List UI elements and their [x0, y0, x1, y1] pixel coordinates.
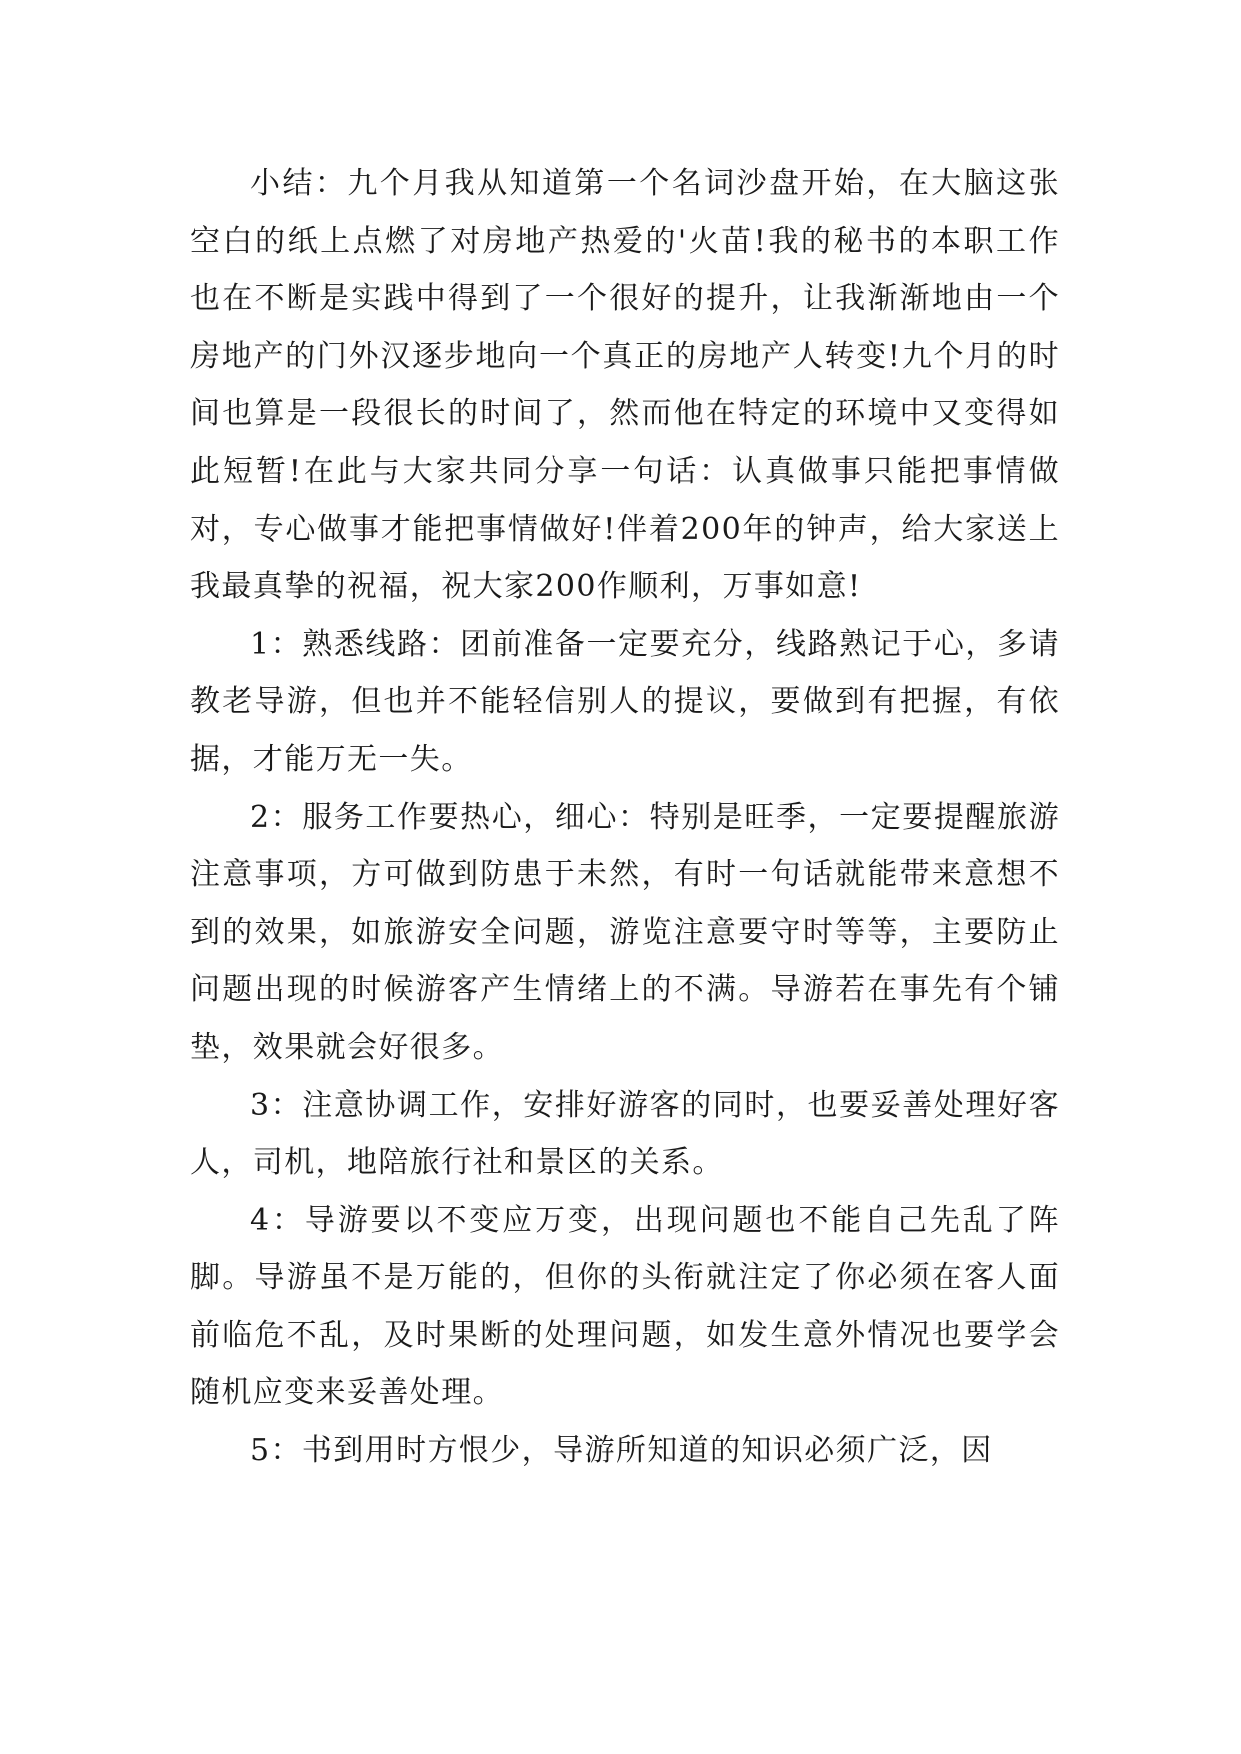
paragraph-point-5: 5：书到用时方恨少，导游所知道的知识必须广泛，因: [250, 1433, 993, 1469]
paragraph-point-3: 3：注意协调工作，安排好游客的同时，也要妥善处理好客人，司机，地陪旅行社和景区的关系。: [190, 1087, 1060, 1181]
paragraph-point-1: 1：熟悉线路：团前准备一定要充分，线路熟记于心，多请教老导游，但也并不能轻信别人的提议，要做到有把握，有依据，才能万无一失。: [190, 626, 1060, 777]
document-body: [190, 155, 1060, 1480]
paragraph-point-4: 4：导游要以不变应万变，出现问题也不能自己先乱了阵脚。导游虽不是万能的，但你的头衔就注定了你必须在客人面前临危不乱，及时果断的处理问题，如发生意外情况也要学会随机应变来妥善处理。: [190, 1202, 1060, 1411]
paragraph-point-2: 2：服务工作要热心，细心：特别是旺季，一定要提醒旅游注意事项，方可做到防患于未然，有时一句话就能带来意想不到的效果，如旅游安全问题，游览注意要守时等等，主要防止问题出现的时候游客产生情绪上的不满。导游若在事先有个铺垫，效果就会好很多。: [190, 799, 1060, 1065]
paragraph-summary: 小结：九个月我从知道第一个名词沙盘开始，在大脑这张空白的纸上点燃了对房地产热爱的'火苗!我的秘书的本职工作也在不断是实践中得到了一个很好的提升，让我渐渐地由一个房地产的门外汉逐步地向一个真正的房地产人转变!九个月的时间也算是一段很长的时间了，然而他在特定的环境中又变得如此短暂!在此与大家共同分享一句话：认真做事只能把事情做对，专心做事才能把事情做好!伴着200年的钟声，给大家送上我最真挚的祝福，祝大家200作顺利，万事如意!: [190, 166, 1060, 605]
